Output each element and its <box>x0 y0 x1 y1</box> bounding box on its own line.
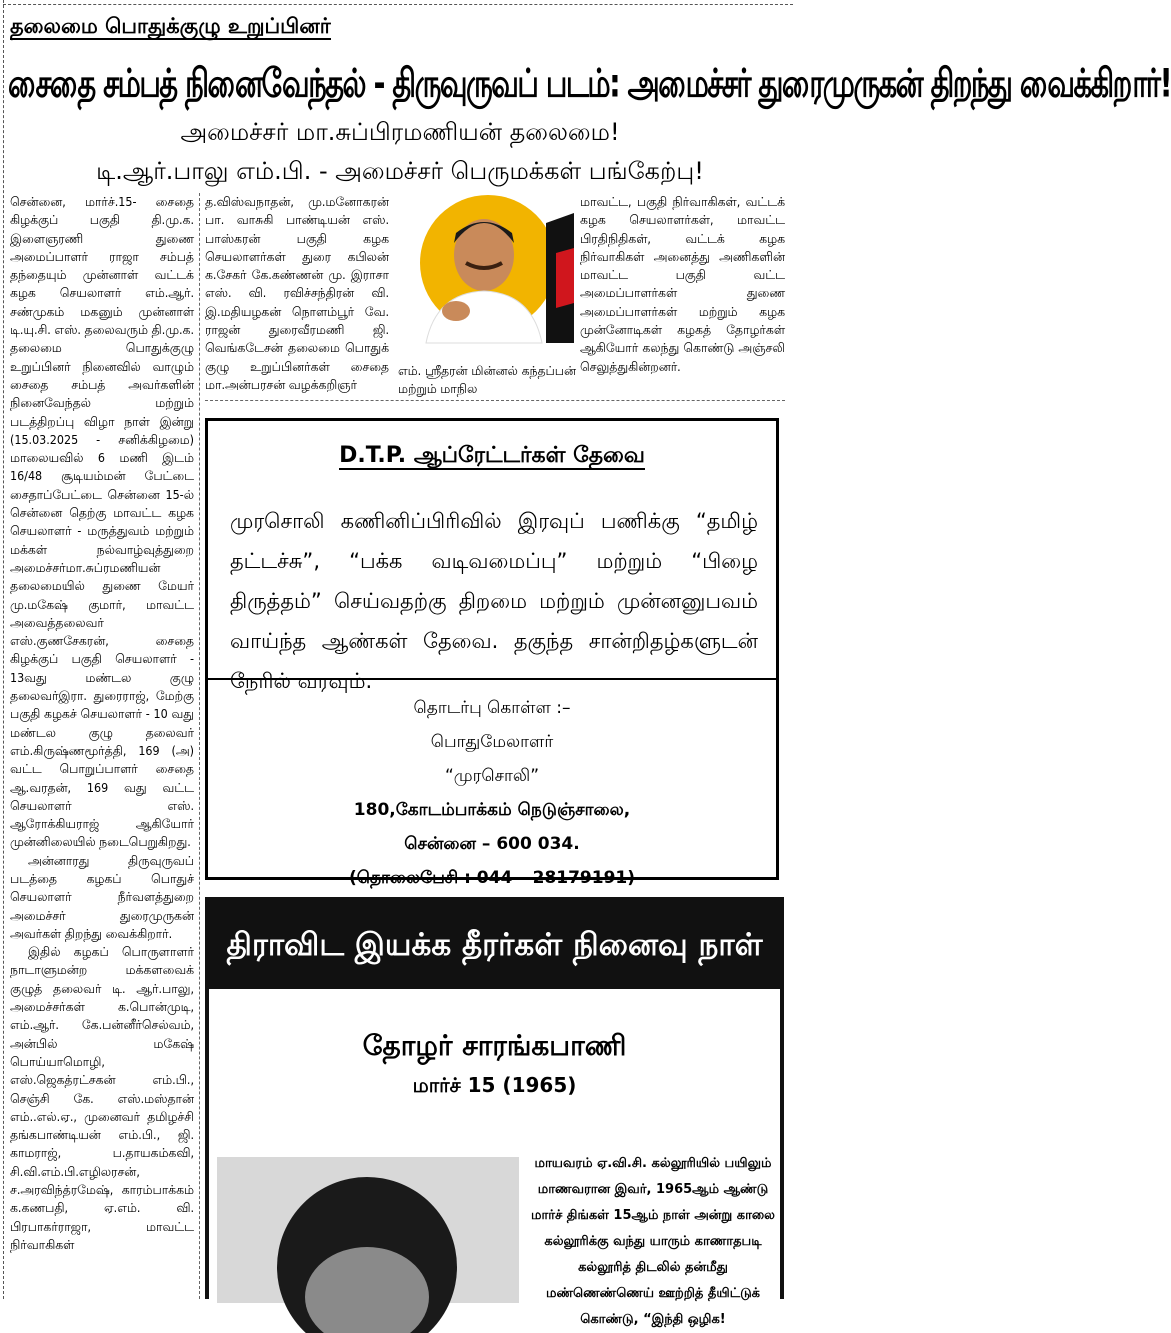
article-paragraph: சென்னை, மார்ச்.15- சைதை கிழக்குப் பகுதி தி.மு.க. இளைஞரணி துணை அமைப்பாளர் ராஜா சம்பத் தந்தையும் முன்னாள் வட்டக் கழக செயலாளர் எம்.ஆர். சண்முகம் மகனும் முன்னாள் டி.யு.சி. எஸ். தலைவரும் தி.மு.க. தலைமை பொதுக்குழு உறுப்பினர் நினைவில் வாழும் சைதை சம்பத் அவர்களின் நினைவேந்தல் மற்றும் படத்திறப்பு விழா நாள் இன்று (15.03.2025 - சனிக்கிழமை) மாலையவில் 6 மணி இடம் 16/48 சூடியம்மன் பேட்டை சைதாப்பேட்டை சென்னை 15-ல் சென்னை தெற்கு மாவட்ட கழக செயலாளர் - மருத்துவம் மற்றும் மக்கள் நல்வாழ்வுத்துறை அமைச்சர்மா.சுப்ரமணியன் தலைமையில் துணை மேயர் மு.மகேஷ் குமார், மாவட்ட அவைத்தலைவர் எஸ்.குணசேகரன், சைதை கிழக்குப் பகுதி செயலாளர் - 13வது மண்டல குழு தலைவர்இரா. துரைராஜ், மேற்கு பகுதி கழகச் செயலாளர் - 10 வது மண்டல குழு தலைவர் எம்.கிருஷ்ணமூர்த்தி, 169 (அ) வட்ட பொறுப்பாளர் சைதை ஆ.வரதன், 169 வது வட்ட செயலாளர் எஸ். ஆரோக்கியராஜ் ஆகியோர் முன்னிலையில் நடைபெறுகிறது. <box>10 194 194 850</box>
job-ad-box <box>205 418 779 888</box>
memorial-heading: திராவிட இயக்க தீரர்கள் நினைவு நாள் <box>209 901 780 989</box>
memorial-story: மாயவரம் ஏ.வி.சி. கல்லூரியில் பயிலும் மாணவரான இவர், 1965ஆம் ஆண்டு மார்ச் திங்கள் 15ஆம் நாள் அன்று காலை கல்லூரிக்கு வந்து யாரும் காணாதபடி கல்லூரித் திடலில் தன்மீது மண்ணெண்ணெய் ஊற்றித் தீயிட்டுக் கொண்டு, “இந்தி ஒழிக! <box>531 1156 775 1327</box>
job-ad-contact <box>208 691 776 895</box>
subheadline-1: அமைச்சர் மா.சுப்பிரமணியன் தலைமை! <box>180 118 620 146</box>
portrait-illustration <box>396 193 574 343</box>
contact-phone: (தொலைபேசி : 044 – 28179191) <box>348 868 636 888</box>
column-divider <box>199 193 200 1299</box>
contact-address: 180,கோடம்பாக்கம் நெடுஞ்சாலை, <box>353 800 631 820</box>
contact-org: “முரசொலி” <box>444 766 540 786</box>
photo-caption <box>398 362 576 399</box>
honoree-name: தோழர் சாரங்கபாணி <box>362 1029 627 1062</box>
memorial-date: மார்ச் 15 (1965) <box>412 1073 577 1097</box>
article-paragraph: இதில் கழகப் பொருளாளர் நாடாளுமன்ற மக்களவைக் குழுத் தலைவர் டி. ஆர்.பாலு, அமைச்சர்கள் க.பொன்முடி, எம்.ஆர். கே.பன்னீர்செல்வம், அன்பில் மகேஷ் பொய்யாமொழி, எஸ்.ஜெகத்ரட்சகன் எம்.பி., செஞ்சி கே. எஸ்.மஸ்தான் எம்..எல்.ஏ., முனைவர் தமிழச்சி தங்கபாண்டியன் எம்.பி., ஜி. காமராஜ், ப.தாயகம்கவி, சி.வி.எம்.பி.எழிலரசன், ச.அரவிந்த்ரமேஷ், காரம்பாக்கம் க.கணபதி, ஏ.எம். வி. பிரபாகர்ராஜா, மாவட்ட நிர்வாகிகள் <box>10 944 194 1252</box>
job-ad-title: D.T.P. ஆப்ரேட்டர்கள் தேவை <box>339 443 645 468</box>
section-label: தலைமை பொதுக்குழு உறுப்பினர் <box>10 14 331 38</box>
job-ad-separator <box>208 678 776 680</box>
honoree-portrait <box>217 1157 519 1303</box>
contact-label: தொடர்பு கொள்ள :– <box>413 698 571 718</box>
contact-name: பொதுமேலாளர் <box>430 732 554 752</box>
article-paragraph: த.விஸ்வநாதன், மு.மனோகரன் பா. வாசுகி பாண்டியன் எஸ். பாஸ்கரன் பகுதி கழக செயலாளர்கள் துரை கபிலன் க.சேகர் கே.கண்ணன் மு. இராசா எஸ். வி. ரவிச்சந்திரன் வி. இ.மதியழகன் நொளம்பூர் வே. ராஜன் துரைவீரமணி ஜி. வெங்கடேசன் தலைமை பொதுக் குழு உறுப்பினர்கள் சைதை மா.அன்பரசன் வழக்கறிஞர் <box>205 194 389 392</box>
left-dashed-border <box>3 0 4 1299</box>
article-column-4 <box>580 193 785 376</box>
subheadline-2: டி.ஆர்.பாலு எம்.பி. - அமைச்சர் பெருமக்கள் பங்கேற்பு! <box>96 157 704 185</box>
headline: சைதை சம்பத் நினைவேந்தல் - திருவுருவப் படம்: அமைச்சர் துரைமுருகன் திறந்து வைக்கிறார்! <box>8 60 1171 106</box>
row-divider <box>205 400 785 401</box>
contact-city: சென்னை – 600 034. <box>404 834 580 854</box>
caption-text: எம். ஸ்ரீதரன் மின்னல் கந்தப்பன் மற்றும் மாநில <box>398 363 576 397</box>
article-paragraph: அன்னாரது திருவுருவப் படத்தை கழகப் பொதுச் செயலாளர் நீர்வளத்துறை அமைச்சர் துரைமுருகன் அவர்கள் திறந்து வைக்கிறார். <box>10 852 194 941</box>
job-ad-body: முரசொலி கணினிப்பிரிவில் இரவுப் பணிக்கு “தமிழ் தட்டச்சு”, “பக்க வடிவமைப்பு” மற்றும் “பிழை திருத்தம்” செய்வதற்கு திறமை மற்றும் முன்னனுபவம் வாய்ந்த ஆண்கள் தேவை. தகுந்த சான்றிதழ்களுடன் நேரில் வரவும். <box>230 509 758 693</box>
portrait-photo <box>396 193 574 343</box>
article-column-2 <box>205 193 389 394</box>
memorial-box <box>205 897 784 1327</box>
portrait-bw-illustration <box>217 1157 519 1303</box>
top-dashed-border <box>3 4 793 5</box>
article-paragraph: மாவட்ட, பகுதி நிர்வாகிகள், வட்டக் கழக செயலாளர்கள், மாவட்ட பிரதிநிதிகள், வட்டக் கழக நிர்வாகிகள் அனைத்து அணிகளின் மாவட்ட பகுதி வட்ட அமைப்பாளர்கள் துணை அமைப்பாளர்கள் மற்றும் கழக முன்னோடிகள் கழகத் தோழர்கள் ஆகியோர் கலந்து கொண்டு அஞ்சலி செலுத்துகின்றனர். <box>580 194 785 374</box>
article-column-1 <box>10 193 194 1254</box>
